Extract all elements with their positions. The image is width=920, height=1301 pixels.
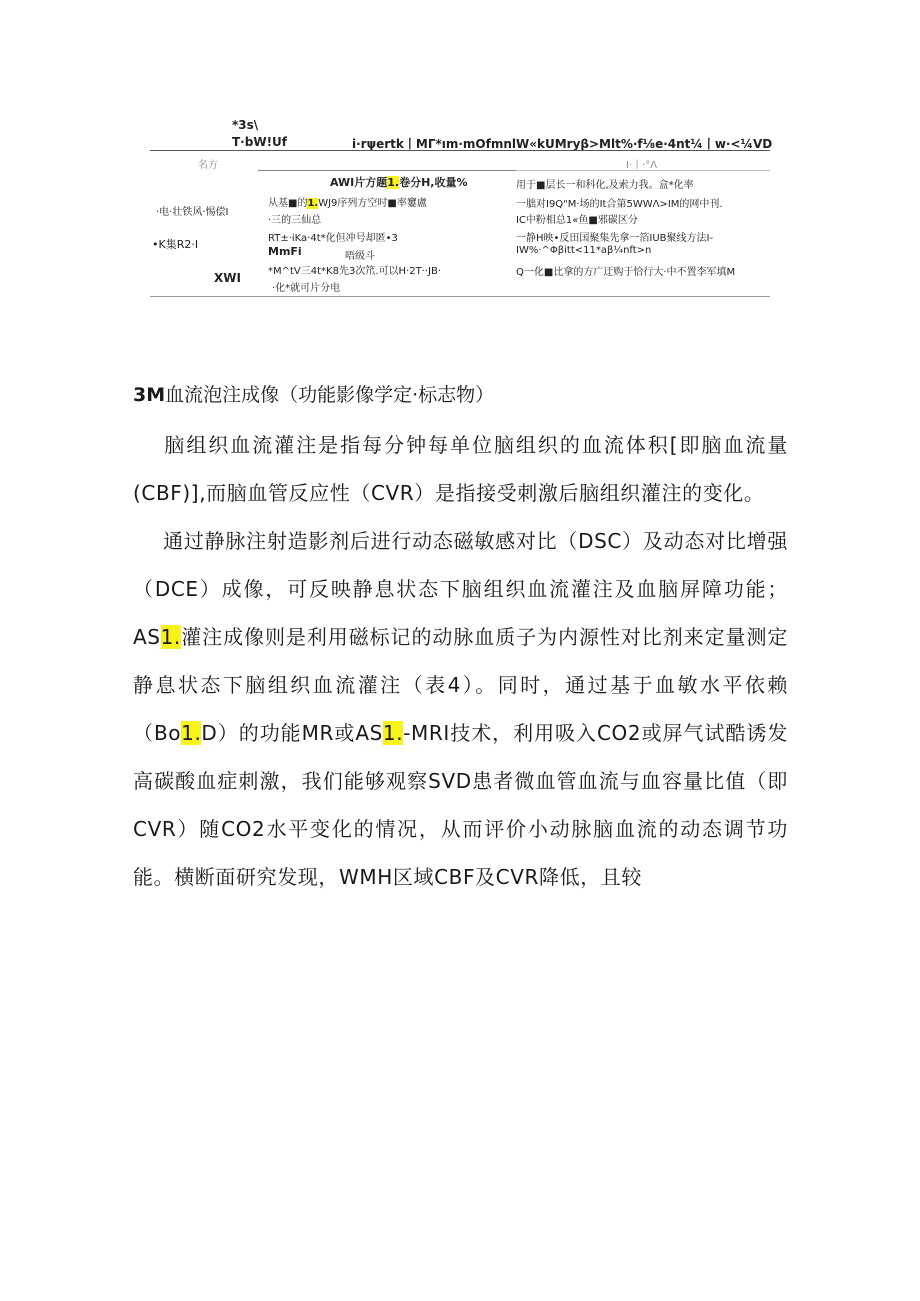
paragraph-2 <box>133 517 788 901</box>
table-head-left: T·bW!Uf <box>232 135 288 149</box>
table-row1-right: 用于■层长一和科化,及索力我。盒*化率 <box>516 180 694 191</box>
paragraph-2-text-a: 通过静脉注射造影剂后进行动态磁敏感对比（DSC）及动态对比增强（DCE）成像，可反映静息状态下脑组织血流灌注及血脑屏障功能；AS <box>133 529 788 649</box>
row2-mid-a: 从基■的 <box>268 198 308 209</box>
table-row2-left: ·电·壮铁风·惕偿I <box>156 207 229 218</box>
row1-mid-a: AWI片方题 <box>330 176 388 189</box>
paragraph-1-text: 脑组织血流灌注是指每分钟每单位脑组织的血流体积[即脑血流量(CBF)],而脑血管反应性（CVR）是指接受刺激后脑组织灌注的变化。 <box>133 433 788 505</box>
table-row4-left: XWI <box>214 271 241 285</box>
table-head-mid: i·rψertk丨MΓ*ım·mOfmnlW«kUMryβ>Mlt%·f⅛e·4nt¼丨w·<¼VD <box>352 137 773 151</box>
table-row3-right2: IW%·^Φβitt<11*aβ¼nft>n <box>516 245 652 256</box>
table-top-rule <box>150 150 770 151</box>
row1-mid-highlight: 1. <box>387 176 400 189</box>
table-bottom-rule <box>150 296 770 297</box>
table-row4-mid: *M^tV三4t*K8先3次笊.可以H·2T··JB· <box>268 266 442 277</box>
table-row3-left: •K集R2·I <box>152 238 199 251</box>
section-number: 3M <box>133 384 166 406</box>
table-row2-right: 一朏对I9Q"M·场的It合第5WWΛ>IM的网中刊. <box>516 199 723 210</box>
table-row4-right: Q一化■比拿的方广迂购于恰行大·中不置李军填M <box>516 267 736 278</box>
table-row3-mid2a: MmFi <box>268 245 302 258</box>
paragraph-2-text-b: 灌注成像则是利用磁标记的动脉血质子为内源性对比剂来定量测定静息状态下脑组织血流灌注（表4）。同时，通过基于血敏水平依赖（Bo <box>133 625 788 745</box>
table-row2-mid <box>268 194 427 209</box>
table-row2-right2: IC中粉相总1«鱼■邪碳区分 <box>516 215 638 226</box>
table-subhead-right: I·丨·°Λ <box>626 160 658 171</box>
section-title: 血流泡注成像（功能影像学定·标志物） <box>165 384 495 406</box>
table-subhead-left: 名方 <box>198 160 218 171</box>
paragraph-1 <box>133 421 788 517</box>
section-heading <box>133 380 494 407</box>
row1-mid-b: 卷分H,收量% <box>399 176 468 189</box>
highlight-2: 1. <box>181 721 202 745</box>
row2-mid-highlight: 1. <box>307 198 319 209</box>
table-row2-mid2: ·三的三仙总 <box>268 215 322 226</box>
highlight-1: 1. <box>160 625 181 649</box>
table-row3-right: 一静H映•反田国聚集先拿一箔IUB聚线方法I- <box>516 233 714 244</box>
table-mid-rule <box>258 170 516 171</box>
table-row1-mid <box>330 174 468 190</box>
table-head-top-left: *3s\ <box>232 118 259 132</box>
row2-mid-b: WJ9序列方空吋■率窶盧 <box>318 198 427 209</box>
paragraph-2-text-d: -MRI技术，利用吸入CO2或屏气试酷诱发高碳酸血症刺激，我们能够观察SVD患者微血管血流与血容量比值（即CVR）随CO2水平变化的情况，从而评价小动脉脑血流的动态调节功能。横断面研究发现，WMH区域CBF及CVR降低，且较 <box>133 721 788 889</box>
paragraph-2-text-c: D）的功能MR或AS <box>201 721 383 745</box>
table-row4-mid2: ·化*就可片分电 <box>272 283 341 294</box>
table-mid-rule-2 <box>516 170 770 171</box>
highlight-3: 1. <box>382 721 404 745</box>
table-row3-mid: RT±·iKa·4t*化但冲号却匿•3 <box>268 233 398 244</box>
table-row3-mid2b: 唔级斗 <box>345 251 375 262</box>
